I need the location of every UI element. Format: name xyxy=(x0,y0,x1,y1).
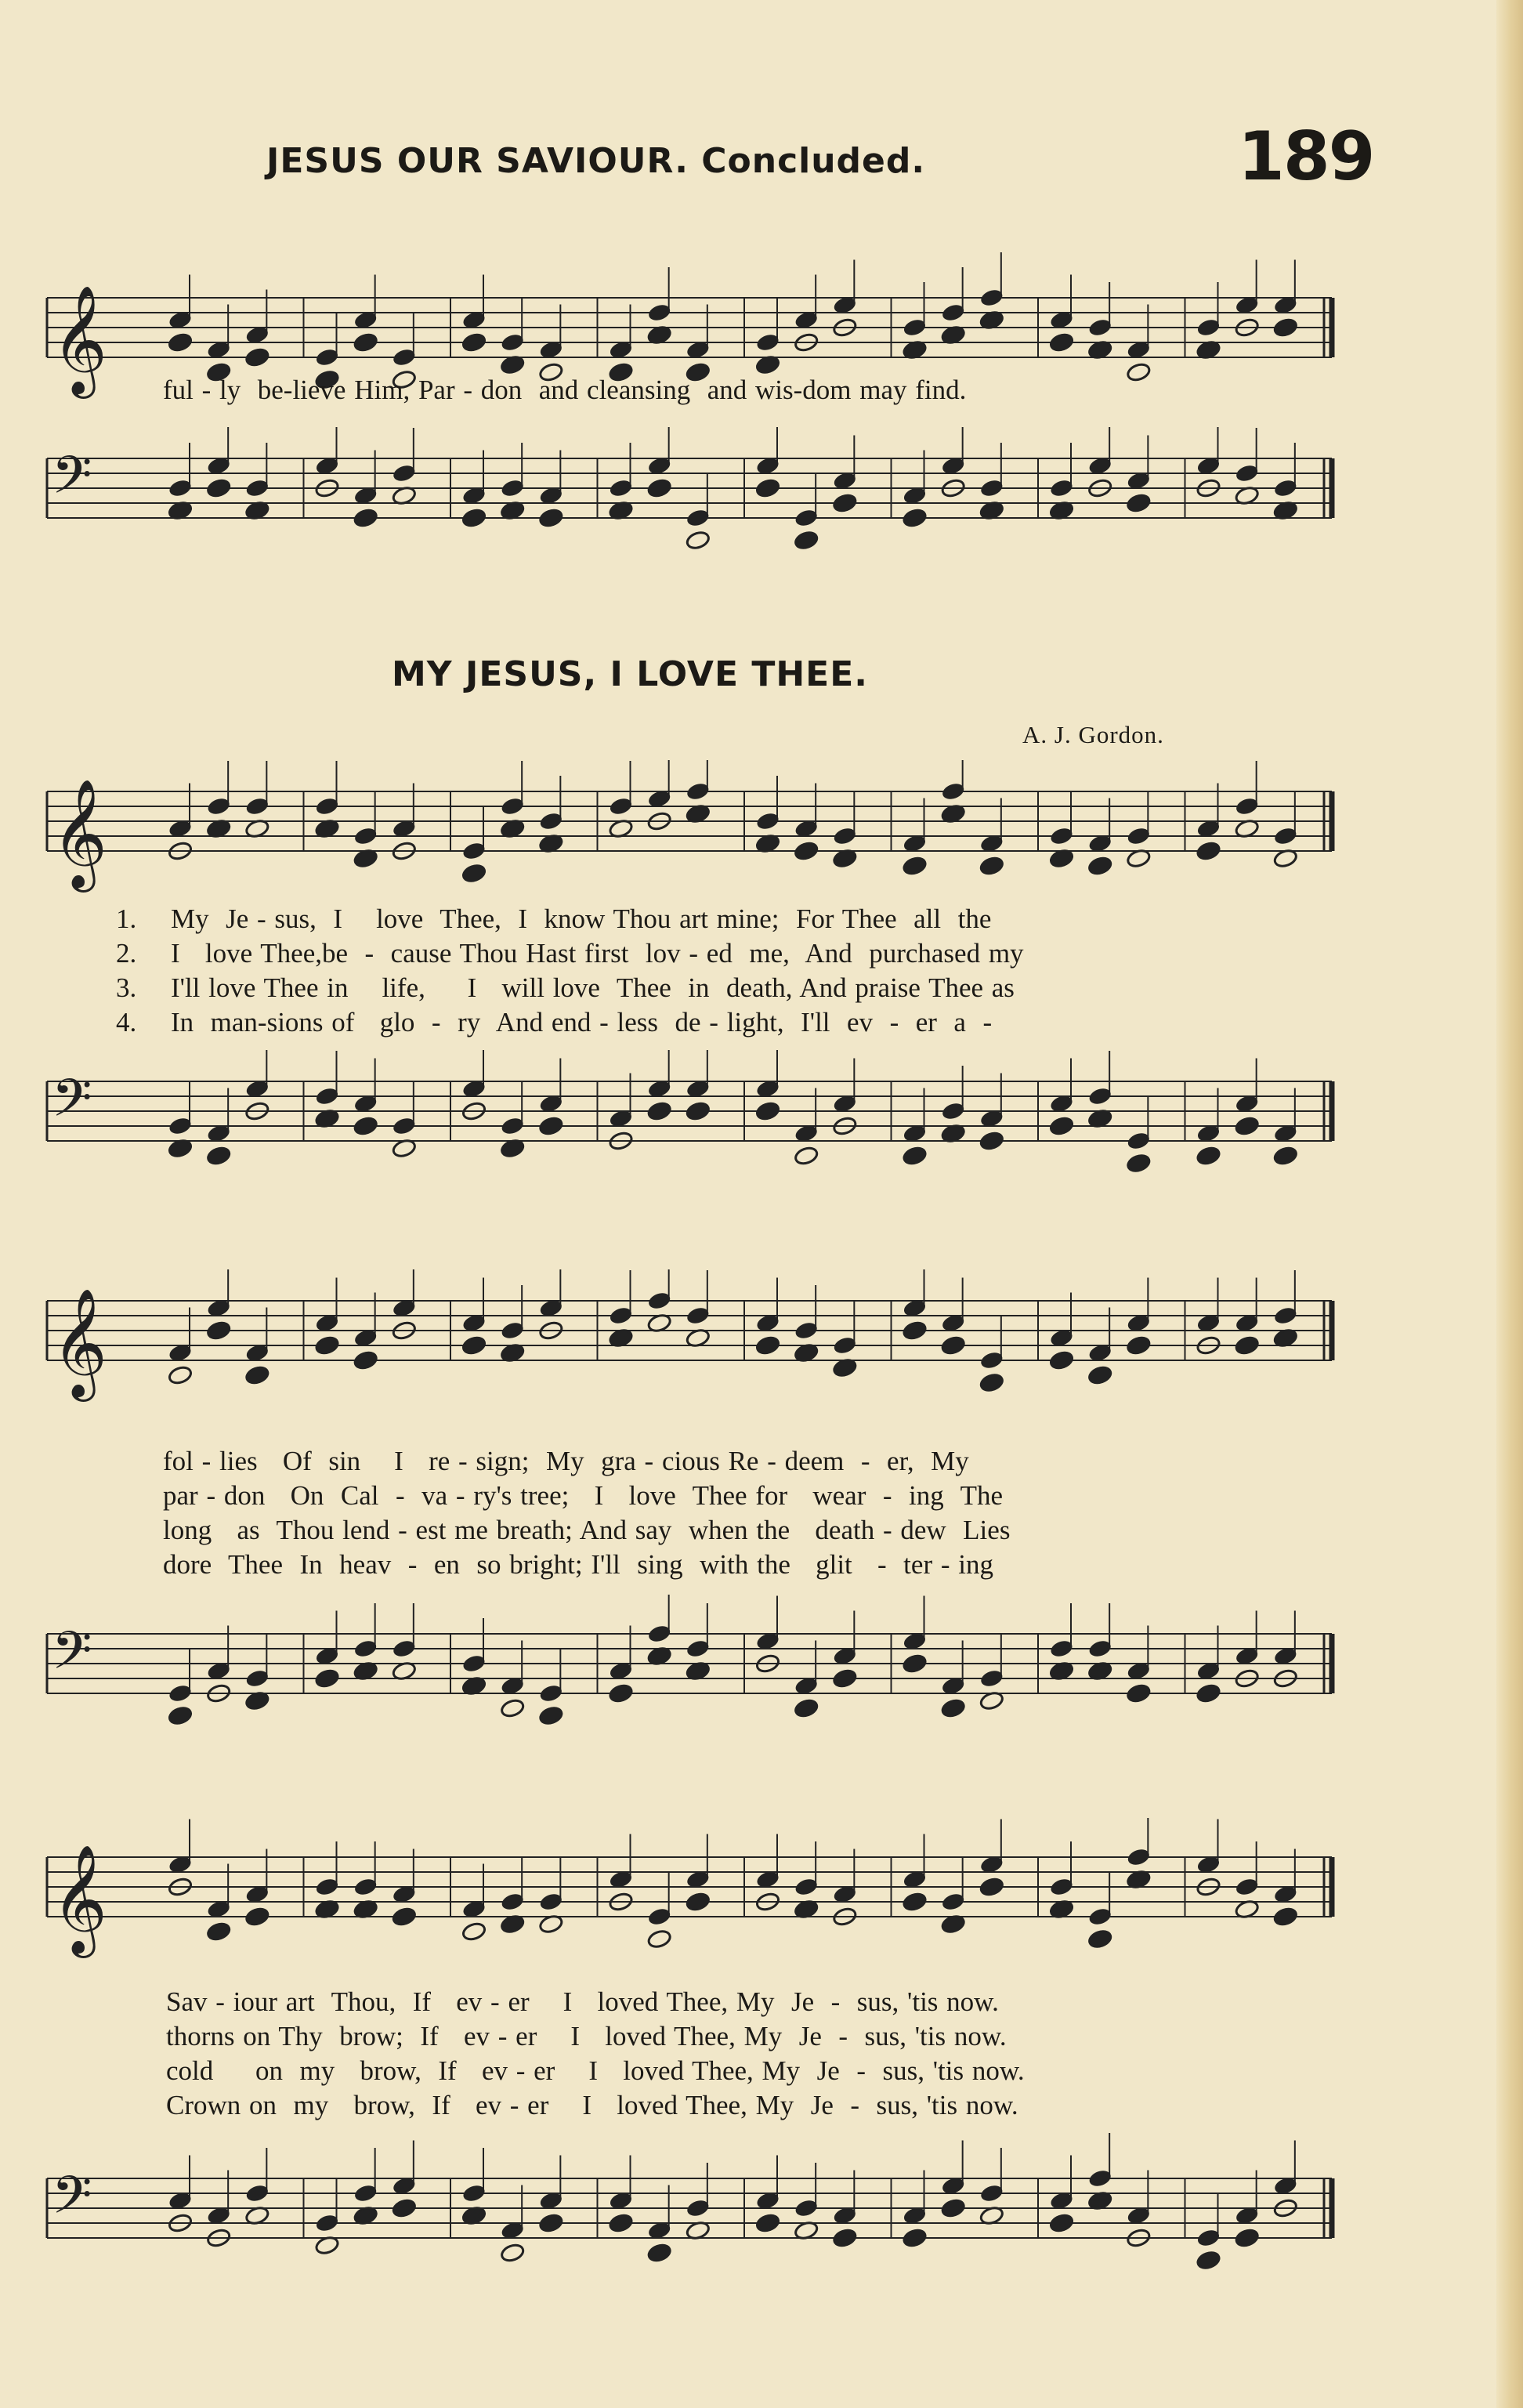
music-staff-bass-first-hymn xyxy=(31,427,1348,584)
first-hymn-lyric: ful - ly be-lieve Him, Par - don and cleansing and wis-dom may find. xyxy=(163,375,967,405)
verse-3-line-3: cold on my brow, If ev - er I loved Thee, My Je - sus, 'tis now. xyxy=(166,2055,1025,2086)
music-staff-treble-system-3 xyxy=(31,1818,1348,1975)
verse-4-line-2: dore Thee In heav - en so bright; I'll sing with the glit - ter - ing xyxy=(163,1549,993,1580)
page-number: 189 xyxy=(1238,118,1374,196)
svg-text:𝄢: 𝄢 xyxy=(52,445,92,518)
svg-text:𝄢: 𝄢 xyxy=(52,2165,92,2238)
page-edge xyxy=(1496,0,1523,2408)
verse-1-line-1: My Je - sus, I love Thee, I know Thou art mine; For Thee all the xyxy=(171,903,992,934)
verse-1-line-2: fol - lies Of sin I re - sign; My gra - cious Re - deem - er, My xyxy=(163,1446,969,1476)
svg-text:𝄞: 𝄞 xyxy=(52,779,107,888)
music-staff-treble-system-1 xyxy=(31,760,1348,909)
hymn-author: A. J. Gordon. xyxy=(1022,721,1164,748)
hymn-title: MY JESUS, I LOVE THEE. xyxy=(392,654,869,694)
svg-text:𝄢: 𝄢 xyxy=(52,1620,92,1693)
svg-text:𝄞: 𝄞 xyxy=(52,1288,107,1397)
verse-number-3: 3. xyxy=(116,972,137,1003)
music-staff-bass-system-2 xyxy=(31,1595,1348,1751)
verse-2-line-3: thorns on Thy brow; If ev - er I loved Thee, My Je - sus, 'tis now. xyxy=(166,2021,1007,2051)
verse-2-line-1: I love Thee,be - cause Thou Hast first lov - ed me, And purchased my xyxy=(171,938,1024,969)
verse-3-line-2: long as Thou lend - est me breath; And say when the death - dew Lies xyxy=(163,1515,1011,1545)
verse-2-line-2: par - don On Cal - va - ry's tree; I love Thee for wear - ing The xyxy=(163,1480,1004,1511)
svg-text:𝄢: 𝄢 xyxy=(52,1068,92,1141)
verse-4-line-1: In man-sions of glo - ry And end - less de - light, I'll ev - er a - xyxy=(171,1007,993,1037)
svg-text:𝄞: 𝄞 xyxy=(52,285,107,394)
verse-number-2: 2. xyxy=(116,938,137,969)
verse-number-4: 4. xyxy=(116,1007,137,1037)
music-staff-bass-system-1 xyxy=(31,1050,1348,1199)
page-header-title: JESUS OUR SAVIOUR. Concluded. xyxy=(266,141,926,181)
verse-1-line-3: Sav - iour art Thou, If ev - er I loved Thee, My Je - sus, 'tis now. xyxy=(166,1986,999,2017)
music-staff-treble-system-2 xyxy=(31,1269,1348,1418)
music-staff-bass-system-3 xyxy=(31,2131,1348,2288)
verse-number-1: 1. xyxy=(116,903,137,934)
verse-4-line-3: Crown on my brow, If ev - er I loved Thee, My Je - sus, 'tis now. xyxy=(166,2090,1018,2120)
svg-text:𝄞: 𝄞 xyxy=(52,1845,107,1954)
verse-3-line-1: I'll love Thee in life, I will love Thee in death, And praise Thee as xyxy=(171,972,1015,1003)
